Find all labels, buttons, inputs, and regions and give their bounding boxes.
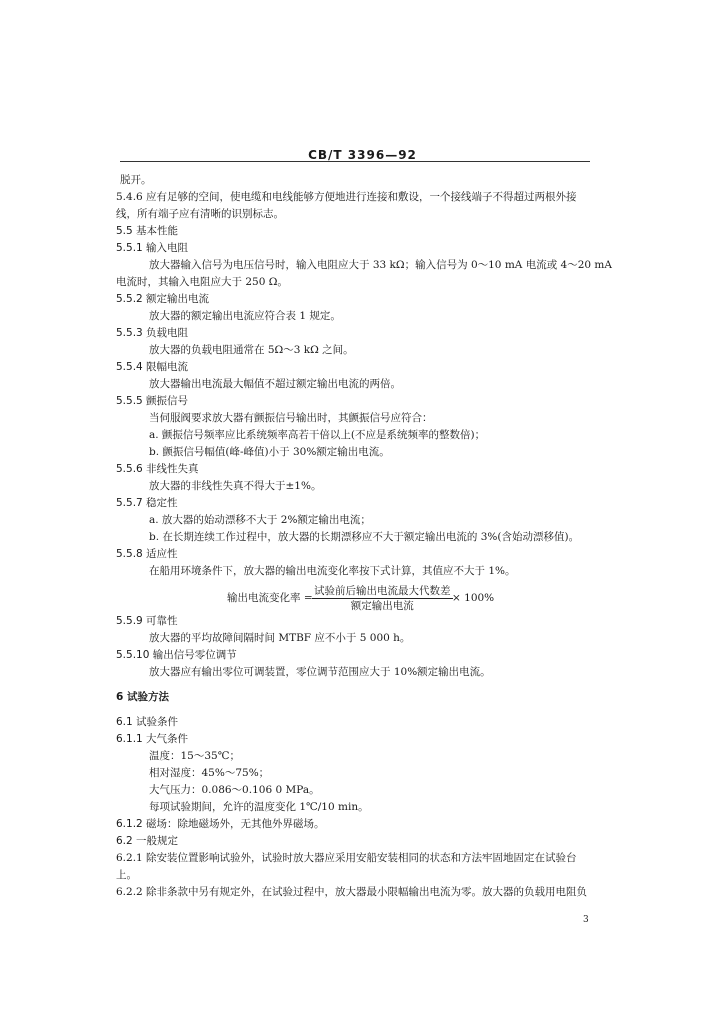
text-line: 当伺服阀要求放大器有颤振信号输出时，其颤振信号应符合： [149, 412, 433, 424]
temperature-line: 温度：15～35℃； [149, 750, 240, 762]
change-rate-formula [0, 584, 725, 624]
text-line: 上。 [116, 869, 137, 881]
clause-6-2-1: 6.2.1 除安装位置影响试验外，试验时放大器应采用安船安装相同的状态和方法牢固地固定在试验台 [116, 852, 577, 864]
text-line: 每项试验期间，允许的温度变化 1℃/10 min。 [149, 801, 369, 813]
formula-denominator: 额定输出电流 [350, 600, 414, 612]
clause-5-5-2-heading: 5.5.2 额定输出电流 [116, 293, 210, 305]
clause-6-1-1-heading: 6.1.1 大气条件 [116, 733, 189, 745]
clause-5-5-10-heading: 5.5.10 输出信号零位调节 [116, 649, 237, 661]
clause-5-5-4-heading: 5.5.4 限幅电流 [116, 361, 189, 373]
clause-5-5-7-heading: 5.5.7 稳定性 [116, 497, 178, 509]
page-number: 3 [583, 915, 589, 925]
humidity-line: 相对湿度：45%～75%； [149, 767, 270, 779]
list-item-a: a. 放大器的始动漂移不大于 2%额定输出电流； [149, 514, 371, 526]
header-rule [120, 161, 590, 162]
clause-5-4-6: 5.4.6 应有足够的空间，使电缆和电线能够方便地进行连接和敷设，一个接线端子不得超过两根外接 [116, 191, 577, 203]
text-line: 放大器的额定输出电流应符合表 1 规定。 [149, 310, 341, 322]
text-line: 放大器输入信号为电压信号时，输入电阻应大于 33 kΩ；输入信号为 0～10 mA 电流或 4～20 mA [149, 259, 612, 271]
list-item-b: b. 颤振信号幅值(峰-峰值)小于 30%额定输出电流。 [149, 446, 390, 458]
pressure-line: 大气压力：0.086～0.106 0 MPa。 [149, 784, 320, 796]
text-line: 在船用环境条件下，放大器的输出电流变化率按下式计算，其值应不大于 1%。 [149, 565, 516, 577]
text-line: 放大器的平均故障间隔时间 MTBF 应不小于 5 000 h。 [149, 632, 411, 644]
clause-5-5-9-heading: 5.5.9 可靠性 [116, 615, 178, 627]
section-6-1-heading: 6.1 试验条件 [116, 716, 179, 728]
clause-5-5-1-heading: 5.5.1 输入电阻 [116, 242, 189, 254]
formula-fraction [312, 584, 453, 613]
formula-numerator: 试验前后输出电流最大代数差 [314, 585, 451, 597]
text-line: 放大器的非线性失真不得大于±1%。 [149, 480, 322, 492]
list-item-b: b. 在长期连续工作过程中，放大器的长期漂移应不大于额定输出电流的 3%(含始动漂移值)。 [149, 531, 580, 543]
text-line: 脱开。 [120, 174, 152, 186]
chapter-6-heading: 6 试验方法 [116, 691, 169, 703]
clause-6-2-2: 6.2.2 除非条款中另有规定外，在试验过程中，放大器最小限幅输出电流为零。放大器的负载用电阻负 [116, 886, 588, 898]
formula-lhs: 输出电流变化率 = [227, 592, 313, 604]
formula-rhs: × 100% [452, 592, 495, 604]
text-line: 放大器的负载电阻通常在 5Ω～3 kΩ 之间。 [149, 344, 354, 356]
text-line: 放大器应有输出零位可调装置，零位调节范围应大于 10%额定输出电流。 [149, 666, 491, 678]
clause-5-5-6-heading: 5.5.6 非线性失真 [116, 463, 199, 475]
clause-5-5-3-heading: 5.5.3 负载电阻 [116, 327, 189, 339]
section-5-5-heading: 5.5 基本性能 [116, 225, 179, 237]
clause-6-1-2: 6.1.2 磁场：除地磁场外，无其他外界磁场。 [116, 818, 325, 830]
standard-code-header: CB/T 3396—92 [308, 148, 417, 162]
text-line: 放大器输出电流最大幅值不超过额定输出电流的两倍。 [149, 378, 401, 390]
clause-5-5-8-heading: 5.5.8 适应性 [116, 548, 178, 560]
list-item-a: a. 颤振信号频率应比系统频率高若干倍以上(不应是系统频率的整数倍)； [149, 429, 486, 441]
clause-5-5-5-heading: 5.5.5 颤振信号 [116, 395, 189, 407]
text-line: 电流时，其输入电阻应大于 250 Ω。 [116, 276, 288, 288]
section-6-2-heading: 6.2 一般规定 [116, 835, 179, 847]
text-line: 线，所有端子应有清晰的识别标志。 [116, 208, 284, 220]
